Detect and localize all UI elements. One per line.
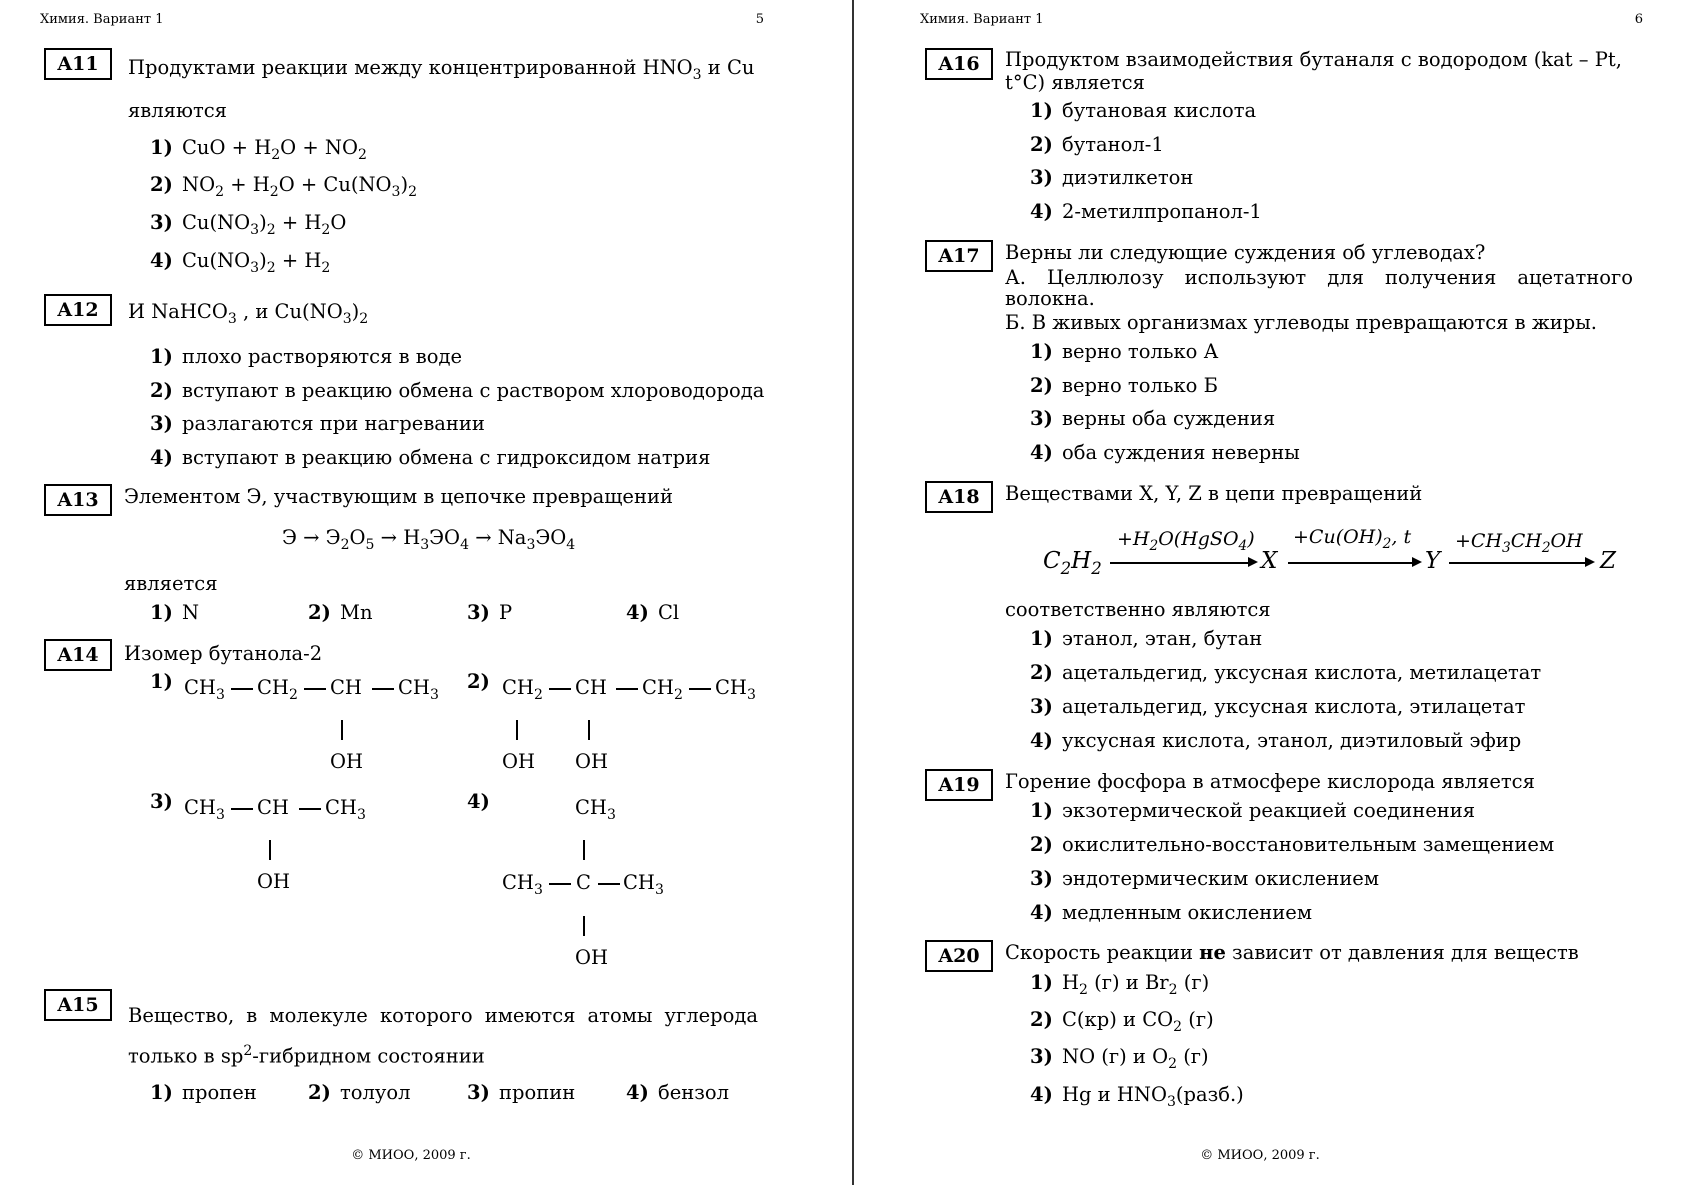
bond: [689, 688, 711, 690]
chain-z: Z: [1600, 548, 1616, 574]
bond: [231, 688, 253, 690]
formula-a14-2-c1: $CH_2$: [502, 676, 543, 703]
chain-reagent-2: $+Cu(OH)_2$, t: [1293, 526, 1412, 552]
question-text-a13: Элементом Э, участвующим в цепочке превращений: [124, 485, 673, 508]
question-text-a13-tail: является: [124, 572, 218, 595]
question-text-a11-line2: являются: [128, 99, 227, 122]
option-a12-4[interactable]: 4) вступают в реакцию обмена с гидроксидом натрия: [150, 446, 711, 469]
option-a13-1[interactable]: 1) N: [150, 601, 200, 624]
option-a11-1[interactable]: 1) CuO + $H_2O + NO_2$: [150, 136, 367, 163]
question-text-a17: Верны ли следующие суждения об углеводах?: [1005, 241, 1486, 264]
option-a14-4-num: 4): [467, 790, 490, 813]
option-a16-3[interactable]: 3) диэтилкетон: [1030, 166, 1194, 189]
option-a11-4[interactable]: 4) $Cu(NO_3)_2 + H_2$: [150, 249, 331, 276]
option-a16-2[interactable]: 2) бутанол-1: [1030, 133, 1164, 156]
option-a12-2[interactable]: 2) вступают в реакцию обмена с раствором хлороводорода: [150, 379, 765, 402]
question-text-a12: И NaHCO$_3$ , и $Cu(NO_3)_2$: [128, 300, 369, 327]
option-a13-2[interactable]: 2) Mn: [308, 601, 373, 624]
question-label-a15: A15: [44, 989, 112, 1021]
option-a18-3[interactable]: 3) ацетальдегид, уксусная кислота, этилацетат: [1030, 695, 1526, 718]
option-a13-3[interactable]: 3) P: [467, 601, 513, 624]
bond: [231, 808, 253, 810]
question-text-a15: Вещество, в молекуле которого имеются атомы углерода: [128, 1004, 758, 1027]
bond: [269, 840, 271, 860]
bond: [549, 688, 571, 690]
question-text-a14: Изомер бутанола-2: [124, 642, 323, 665]
formula-a14-3-c3: $CH_3$: [325, 796, 366, 823]
formula-a14-1-c1: $CH_3$: [184, 676, 225, 703]
option-a18-2[interactable]: 2) ацетальдегид, уксусная кислота, метилацетат: [1030, 661, 1542, 684]
statement-a17-a-cont: волокна.: [1005, 287, 1095, 310]
header-page-number: 5: [755, 12, 764, 27]
option-a19-3[interactable]: 3) эндотермическим окислением: [1030, 867, 1380, 890]
bond: [372, 688, 394, 690]
formula-a14-1-c2: $CH_2$: [257, 676, 298, 703]
formula-a14-3-c1: $CH_3$: [184, 796, 225, 823]
option-a17-3[interactable]: 3) верны оба суждения: [1030, 407, 1276, 430]
option-a18-1[interactable]: 1) этанол, этан, бутан: [1030, 627, 1263, 650]
question-label-a17: A17: [925, 240, 993, 272]
option-a12-1[interactable]: 1) плохо растворяются в воде: [150, 345, 463, 368]
option-a20-1[interactable]: 1) $H_2$ (г) и $Br_2$ (г): [1030, 971, 1210, 998]
formula-a14-1-c4: $CH_3$: [398, 676, 439, 703]
footer-copyright: © МИОО, 2009 г.: [1200, 1148, 1320, 1163]
chain-arrow-1: [1110, 562, 1250, 564]
formula-a14-4-c3: $CH_3$: [623, 871, 664, 898]
chain-arrowhead-1: [1248, 557, 1258, 567]
chain-arrow-3: [1449, 562, 1587, 564]
question-label-a20: A20: [925, 940, 993, 972]
question-label-a14: A14: [44, 639, 112, 671]
bond: [588, 720, 590, 740]
header-title: Химия. Вариант 1: [40, 12, 164, 27]
option-a11-2[interactable]: 2) $NO_2 + H_2O + Cu(NO_3)_2$: [150, 173, 418, 200]
statement-a17-a: А. Целлюлозу используют для получения ацетатного: [1005, 266, 1633, 289]
bond: [299, 808, 321, 810]
option-a17-2[interactable]: 2) верно только Б: [1030, 374, 1218, 397]
bond: [516, 720, 518, 740]
option-a19-4[interactable]: 4) медленным окислением: [1030, 901, 1312, 924]
formula-a14-4-c1: $CH_3$: [502, 871, 543, 898]
chain-arrowhead-3: [1585, 557, 1595, 567]
header-page-number: 6: [1634, 12, 1643, 27]
chain-x: X: [1261, 548, 1278, 574]
chain-reagent-1: $+H_2O(HgSO_4)$: [1117, 528, 1255, 554]
formula-a14-1-oh: OH: [330, 750, 363, 773]
option-a17-1[interactable]: 1) верно только А: [1030, 340, 1219, 363]
bond: [583, 916, 585, 936]
option-a15-1[interactable]: 1) пропен: [150, 1081, 257, 1104]
formula-a14-2-c4: $CH_3$: [715, 676, 756, 703]
question-text-a20: Скорость реакции не зависит от давления для веществ: [1005, 941, 1579, 964]
option-a13-4[interactable]: 4) Cl: [626, 601, 680, 624]
chain-arrowhead-2: [1412, 557, 1422, 567]
question-text-a11: Продуктами реакции между концентрированной $HNO_3$ и Cu: [128, 56, 755, 83]
bond: [583, 840, 585, 860]
formula-a14-1-c3: CH: [330, 676, 362, 699]
chain-c2h2: $C_2H_2$: [1043, 548, 1102, 578]
question-text-a18-tail: соответственно являются: [1005, 598, 1271, 621]
question-text-a16-line2: t°C) является: [1005, 71, 1145, 94]
formula-a14-2-oh2: OH: [575, 750, 608, 773]
option-a14-1-num: 1): [150, 670, 173, 693]
question-label-a13: A13: [44, 484, 112, 516]
question-text-a19: Горение фосфора в атмосфере кислорода является: [1005, 770, 1535, 793]
chain-reagent-3: $+CH_3CH_2OH$: [1455, 530, 1583, 556]
option-a14-3-num: 3): [150, 790, 173, 813]
chain-arrow-2: [1288, 562, 1414, 564]
statement-a17-b: Б. В живых организмах углеводы превращаются в жиры.: [1005, 311, 1597, 334]
bond: [616, 688, 638, 690]
formula-a14-4-top: $CH_3$: [575, 796, 616, 823]
option-a19-1[interactable]: 1) экзотермической реакцией соединения: [1030, 799, 1476, 822]
bond: [304, 688, 326, 690]
reaction-chain-a13: $Э \to Э_2О_5 \to H_3ЭО_4 \to Na_3ЭО_4$: [282, 526, 576, 553]
option-a15-2[interactable]: 2) толуол: [308, 1081, 411, 1104]
option-a19-2[interactable]: 2) окислительно-восстановительным замещением: [1030, 833, 1555, 856]
option-a20-2[interactable]: 2) C(кр) и $CO_2$ (г): [1030, 1008, 1214, 1035]
page-divider: [852, 0, 854, 1185]
formula-a14-2-c3: $CH_2$: [642, 676, 683, 703]
header-title: Химия. Вариант 1: [920, 12, 1044, 27]
question-label-a12: A12: [44, 294, 112, 326]
option-a12-3[interactable]: 3) разлагаются при нагревании: [150, 412, 485, 435]
option-a18-4[interactable]: 4) уксусная кислота, этанол, диэтиловый эфир: [1030, 729, 1522, 752]
bond: [549, 883, 571, 885]
question-label-a11: A11: [44, 48, 112, 80]
question-text-a18: Веществами X, Y, Z в цепи превращений: [1005, 482, 1423, 505]
option-a17-4[interactable]: 4) оба суждения неверны: [1030, 441, 1300, 464]
bond: [341, 720, 343, 740]
option-a11-3[interactable]: 3) $Cu(NO_3)_2 + H_2O$: [150, 211, 347, 238]
question-label-a19: A19: [925, 769, 993, 801]
option-a16-4[interactable]: 4) 2-метилпропанол-1: [1030, 200, 1262, 223]
formula-a14-4-c2: C: [576, 871, 591, 894]
option-a20-3[interactable]: 3) NO (г) и $O_2$ (г): [1030, 1045, 1209, 1072]
chain-y: Y: [1425, 548, 1441, 574]
page-right: [855, 0, 1695, 1185]
option-a20-4[interactable]: 4) Hg и $HNO_3(разб.)$: [1030, 1083, 1244, 1110]
option-a16-1[interactable]: 1) бутановая кислота: [1030, 99, 1257, 122]
footer-copyright: © МИОО, 2009 г.: [351, 1148, 471, 1163]
question-text-a16: Продуктом взаимодействия бутаналя с водородом (kat – Pt,: [1005, 48, 1622, 71]
option-a15-4[interactable]: 4) бензол: [626, 1081, 730, 1104]
option-a15-3[interactable]: 3) пропин: [467, 1081, 576, 1104]
question-text-a15-line2: только в $sp^2$-гибридном состоянии: [128, 1043, 485, 1068]
formula-a14-2-c2: CH: [575, 676, 607, 699]
question-label-a16: A16: [925, 48, 993, 80]
formula-a14-4-oh: OH: [575, 946, 608, 969]
bond: [598, 883, 620, 885]
formula-a14-3-c2: CH: [257, 796, 289, 819]
formula-a14-3-oh: OH: [257, 870, 290, 893]
formula-a14-2-oh1: OH: [502, 750, 535, 773]
question-label-a18: A18: [925, 481, 993, 513]
option-a14-2-num: 2): [467, 670, 490, 693]
